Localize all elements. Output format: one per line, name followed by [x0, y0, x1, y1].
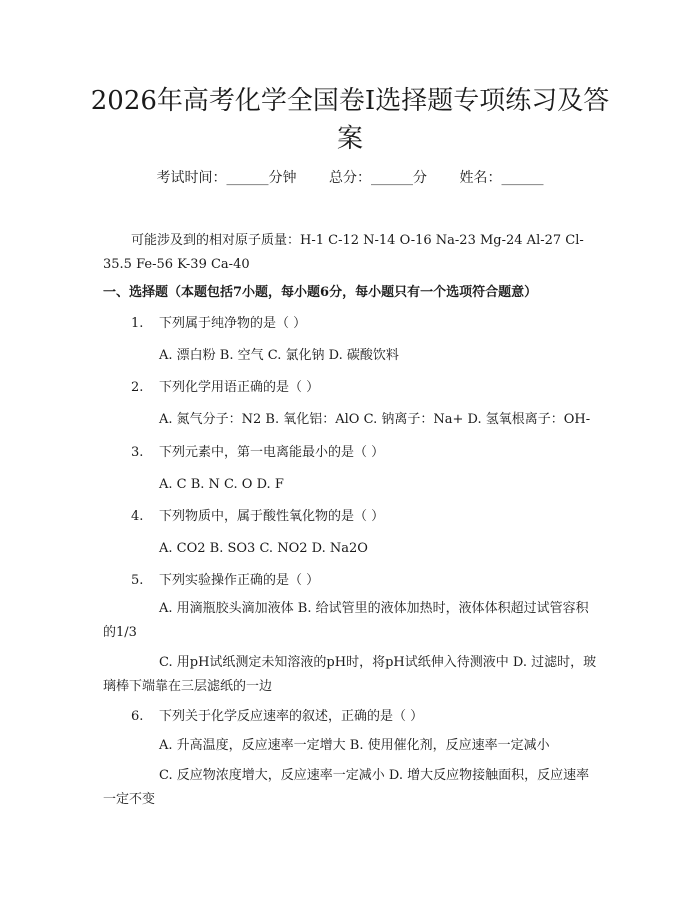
question-6-options-cd: C. 反应物浓度增大，反应速率一定减小 D. 增大反应物接触面积，反应速率一定不变	[103, 768, 590, 807]
question-number: 2.	[131, 380, 144, 395]
question-4	[131, 507, 384, 527]
question-number: 3.	[131, 445, 144, 460]
atomic-mass-note: 可能涉及到的相对原子质量：H-1 C-12 N-14 O-16 Na-23 Mg-24 Al-27 Cl-35.5 Fe-56 K-39 Ca-40	[103, 233, 584, 272]
question-stem: 下列关于化学反应速率的叙述，正确的是（ ）	[159, 709, 424, 724]
exam-time-field: 考试时间：______分钟	[156, 170, 297, 186]
question-stem: 下列元素中，第一电离能最小的是（ ）	[159, 445, 385, 460]
question-stem: 下列属于纯净物的是（ ）	[159, 316, 307, 331]
question-number: 5.	[131, 573, 144, 588]
question-stem: 下列物质中，属于酸性氧化物的是（ ）	[159, 509, 385, 524]
question-stem: 下列化学用语正确的是（ ）	[159, 380, 320, 395]
question-number: 4.	[131, 509, 144, 524]
question-5	[131, 571, 319, 591]
exam-meta	[0, 168, 700, 188]
question-1-options: A. 漂白粉 B. 空气 C. 氯化钠 D. 碳酸饮料	[159, 348, 399, 363]
question-stem: 下列实验操作正确的是（ ）	[159, 573, 320, 588]
question-5-options-cd: C. 用pH试纸测定未知溶液的pH时，将pH试纸伸入待测液中 D. 过滤时，玻璃棒下端靠在三层滤纸的一边	[103, 655, 597, 694]
student-name-field: 姓名：______	[459, 170, 544, 186]
question-1	[131, 314, 306, 334]
question-6	[131, 707, 423, 727]
question-3	[131, 443, 384, 463]
section-heading: 一、选择题（本题包括7小题，每小题6分，每小题只有一个选项符合题意）	[103, 285, 538, 300]
question-2	[131, 378, 319, 398]
question-3-options: A. C B. N C. O D. F	[159, 477, 284, 492]
question-4-options: A. CO2 B. SO3 C. NO2 D. Na2O	[159, 541, 368, 556]
question-6-options-ab: A. 升高温度，反应速率一定增大 B. 使用催化剂，反应速率一定减小	[159, 738, 550, 753]
question-number: 6.	[131, 709, 144, 724]
question-2-options: A. 氮气分子：N2 B. 氧化铝：AlO C. 钠离子：Na+ D. 氢氧根离子：OH-	[159, 412, 591, 427]
question-number: 1.	[131, 316, 144, 331]
question-5-options-ab: A. 用滴瓶胶头滴加液体 B. 给试管里的液体加热时，液体体积超过试管容积的1/3	[103, 601, 589, 640]
total-score-field: 总分：______分	[329, 170, 427, 186]
page-title: 2026年高考化学全国卷Ⅰ选择题专项练习及答案	[90, 86, 610, 154]
